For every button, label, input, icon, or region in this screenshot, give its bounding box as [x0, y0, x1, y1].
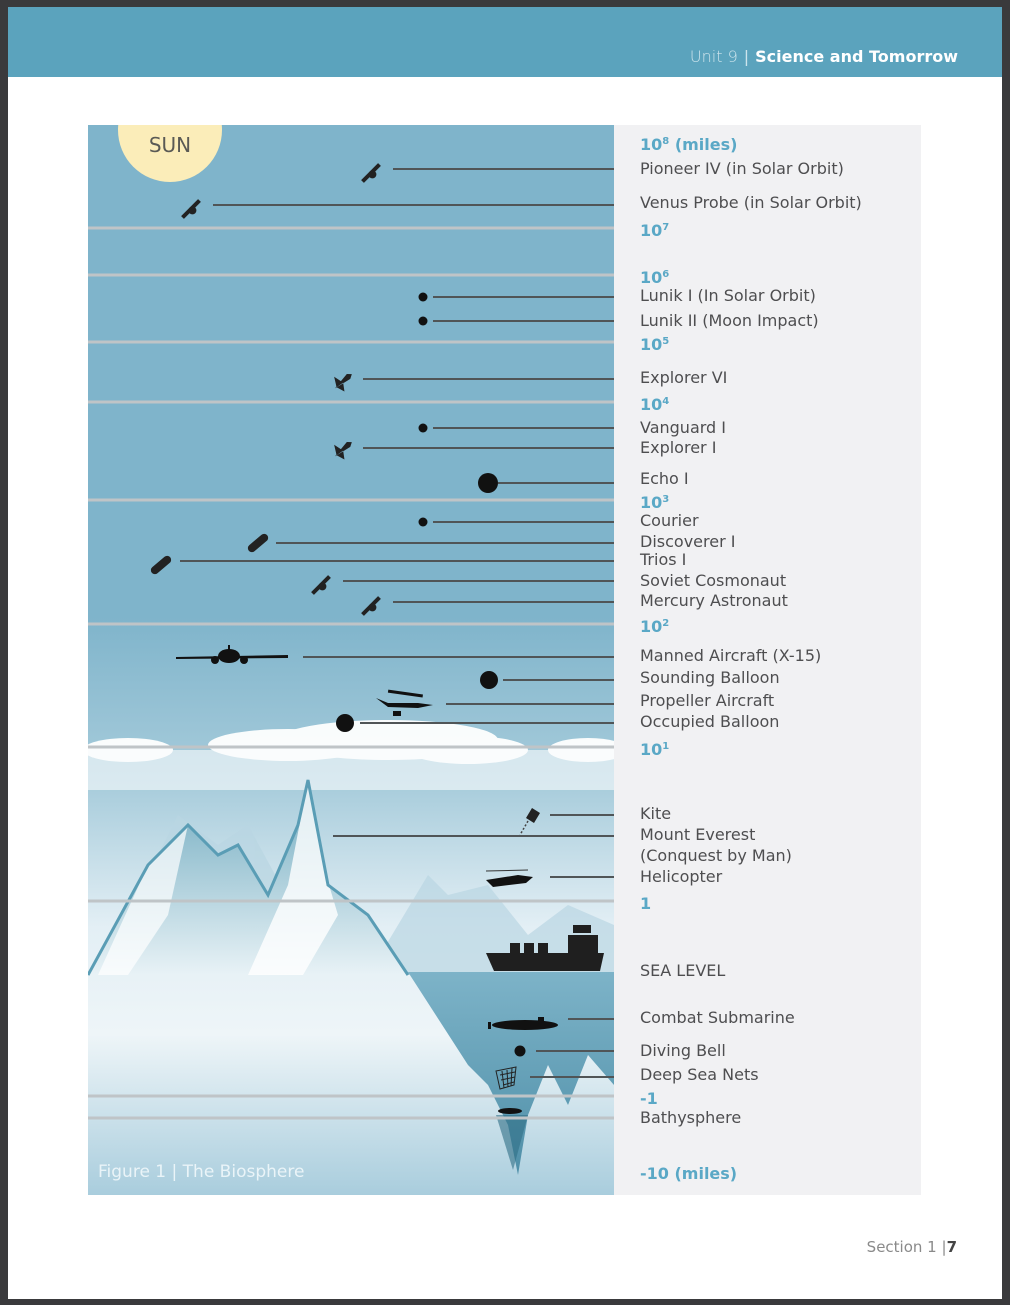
scale-base: 10	[640, 493, 663, 512]
page-header	[8, 7, 1002, 77]
unit-label: Unit 9	[689, 47, 738, 66]
scale-label	[640, 615, 669, 636]
dot-icon	[515, 1046, 526, 1057]
item-label: Deep Sea Nets	[640, 1065, 759, 1084]
scale-label	[640, 393, 669, 414]
scale-label	[640, 219, 669, 240]
scale-base: 10	[640, 335, 663, 354]
scale-label	[640, 491, 669, 512]
item-label: Lunik I (In Solar Orbit)	[640, 286, 816, 305]
scale-exponent: 1	[662, 741, 670, 752]
scale-exponent: 5	[662, 336, 670, 347]
scale-label	[640, 892, 651, 913]
scale-exponent: 4	[662, 396, 670, 407]
item-label: Helicopter	[640, 867, 723, 886]
item-label: Lunik II (Moon Impact)	[640, 311, 819, 330]
biosphere-figure	[88, 125, 921, 1195]
bathysphere-icon	[498, 1108, 522, 1114]
item-label: Kite	[640, 804, 672, 823]
scale-exponent: 6	[662, 269, 670, 280]
scale-base: 1	[640, 894, 652, 913]
dot-icon	[419, 518, 428, 527]
item-label: Soviet Cosmonaut	[640, 571, 787, 590]
item-label: Discoverer I	[640, 532, 736, 551]
scale-label	[640, 738, 669, 759]
scale-base: 10	[640, 135, 663, 154]
scale-label	[640, 1087, 658, 1108]
sea-level-label: SEA LEVEL	[640, 961, 726, 980]
scale-label-bottom: -10 (miles)	[640, 1164, 738, 1183]
scale-exponent: 3	[662, 494, 670, 505]
balloon-dot-icon	[480, 671, 498, 689]
item-label: Mount Everest	[640, 825, 756, 844]
sun-label: SUN	[148, 133, 192, 157]
item-label: Diving Bell	[640, 1041, 726, 1060]
dot-icon	[419, 293, 428, 302]
item-label: Explorer I	[640, 438, 717, 457]
item-label: Occupied Balloon	[640, 712, 780, 731]
scale-exponent: 2	[662, 618, 670, 629]
scale-unit: (miles)	[674, 135, 738, 154]
item-label: Pioneer IV (in Solar Orbit)	[640, 159, 844, 178]
biosphere-scene	[88, 125, 614, 1195]
item-label: Vanguard I	[640, 418, 727, 437]
page-number: 7	[946, 1238, 957, 1256]
page-footer	[867, 1238, 957, 1256]
item-label: Mercury Astronaut	[640, 591, 788, 610]
item-label: Trios I	[640, 550, 687, 569]
footer-separator: |	[941, 1238, 947, 1256]
item-label: Combat Submarine	[640, 1008, 795, 1027]
scale-label	[640, 266, 669, 287]
item-label: Courier	[640, 511, 699, 530]
item-label: Venus Probe (in Solar Orbit)	[640, 193, 862, 212]
scale-label	[640, 333, 669, 354]
document-page	[8, 7, 1002, 1299]
item-label: Explorer VI	[640, 368, 728, 387]
header-separator: |	[743, 47, 750, 66]
item-label: (Conquest by Man)	[640, 846, 792, 865]
scale-base: -1	[640, 1089, 658, 1108]
item-label: Propeller Aircraft	[640, 691, 775, 710]
scale-base: 10	[640, 617, 663, 636]
header-text	[690, 47, 958, 66]
figure-caption: Figure 1 | The Biosphere	[98, 1162, 305, 1182]
scale-base: 10	[640, 268, 663, 287]
scale-base: 10	[640, 395, 663, 414]
scale-exponent: 8	[662, 136, 670, 147]
balloon-dot-icon	[478, 473, 498, 493]
dot-icon	[419, 317, 428, 326]
scale-exponent: 7	[662, 222, 670, 233]
item-label: Bathysphere	[640, 1108, 742, 1127]
unit-title: Science and Tomorrow	[755, 47, 958, 66]
item-label: Echo I	[640, 469, 689, 488]
item-label: Manned Aircraft (X-15)	[640, 646, 822, 665]
balloon-dot-icon	[336, 714, 354, 732]
scale-base: 10	[640, 221, 663, 240]
item-label: Sounding Balloon	[640, 668, 780, 687]
scale-base: 10	[640, 740, 663, 759]
scale-label-top	[640, 133, 737, 154]
dot-icon	[419, 424, 428, 433]
section-label: Section 1	[866, 1238, 937, 1256]
